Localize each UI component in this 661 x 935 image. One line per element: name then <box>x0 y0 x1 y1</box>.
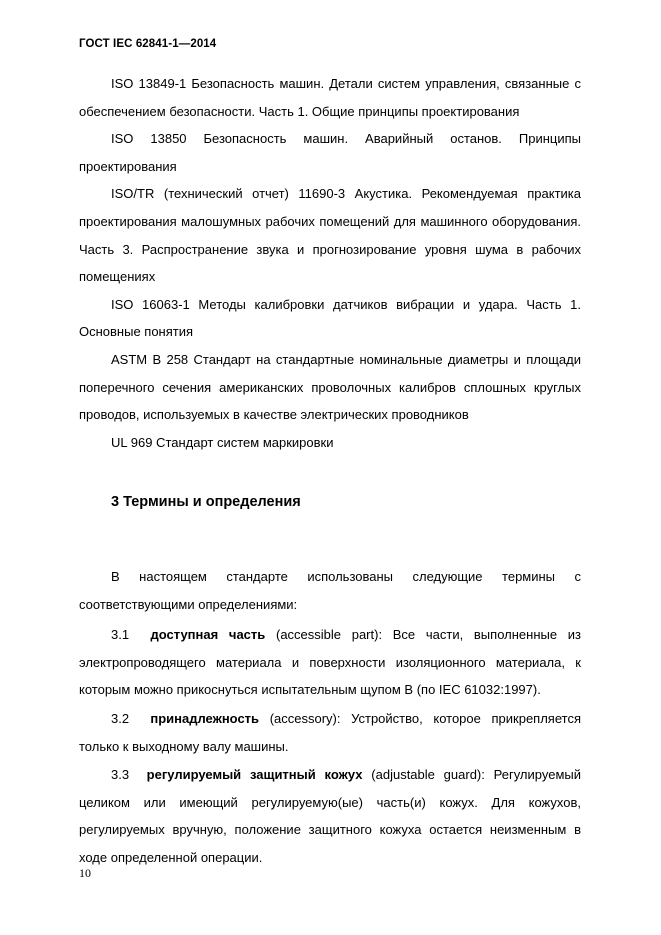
term-definition: (accessory): Устройство, которое прикрепляется только к выходному валу машины. <box>79 710 581 754</box>
reference-item: ISO 13849-1 Безопасность машин. Детали систем управления, связанные с обеспечением безопасности. Часть 1. Общие принципы проектирования <box>79 76 581 119</box>
terms-and-definitions <box>79 563 581 872</box>
section-heading: 3 Термины и определения <box>111 494 301 510</box>
page-number: 10 <box>79 866 91 880</box>
term-definition: (adjustable guard): Регулируемый целиком или имеющий регулируемую(ые) часть(и) кожух. Для кожухов, регулируемых вручную, положение защитного кожуха остается неизменным в ходе определенной операции. <box>79 767 581 865</box>
reference-item: ISO 16063-1 Методы калибровки датчиков вибрации и удара. Часть 1. Основные понятия <box>79 296 581 340</box>
section-intro: В настоящем стандарте использованы следующие термины с соответствующими определениями: <box>79 569 581 612</box>
term-number: 3.2 <box>111 710 130 726</box>
reference-item: ISO 13850 Безопасность машин. Аварийный останов. Принципы проектирования <box>79 131 581 174</box>
term-name: принадлежность <box>150 710 260 726</box>
term-entry <box>79 621 581 704</box>
reference-item: ASTM B 258 Стандарт на стандартные номинальные диаметры и площади поперечного сечения американских проволочных калибров сплошных круглых проводов, используемых в качестве электрических проводников <box>79 351 581 423</box>
term-number: 3.1 <box>111 627 130 643</box>
reference-item: UL 969 Стандарт систем маркировки <box>111 434 334 450</box>
term-entry <box>79 761 581 871</box>
reference-item: ISO/TR (технический отчет) 11690-3 Акустика. Рекомендуемая практика проектирования малошумных рабочих помещений для машинного оборудования. Часть 3. Распространение звука и прогнозирование уровня шума в рабочих помещениях <box>79 186 581 285</box>
normative-references-list <box>79 70 581 456</box>
term-definition: (accessible part): Все части, выполненные из электропроводящего материала и поверхности изоляционного материала, к которым можно прикоснуться испытательным щупом В (по IEC 61032:1997). <box>79 627 581 698</box>
term-name: доступная часть <box>150 627 266 643</box>
term-number: 3.3 <box>111 767 130 783</box>
document-header: ГОСТ IEC 62841-1—2014 <box>79 38 217 50</box>
term-entry <box>79 705 581 760</box>
term-name: регулируемый защитный кожух <box>146 767 363 783</box>
